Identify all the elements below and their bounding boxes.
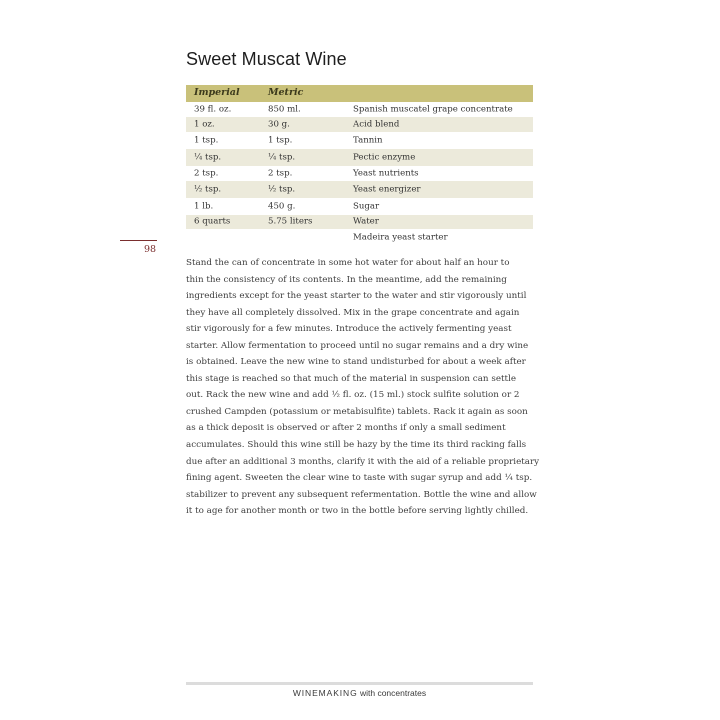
cell-imperial: 1 tsp. bbox=[194, 135, 219, 146]
table-row bbox=[186, 102, 533, 117]
body-line: accumulates. Should this wine still be hazy by the time its third racking falls bbox=[186, 440, 527, 451]
cell-imperial: 6 quarts bbox=[194, 216, 231, 227]
body-line: is obtained. Leave the new wine to stand undisturbed for about a week after bbox=[186, 357, 526, 368]
body-line: stabilizer to prevent any subsequent refermentation. Bottle the wine and allow bbox=[186, 489, 537, 500]
cell-ingredient: Madeira yeast starter bbox=[353, 232, 448, 243]
instructions-text bbox=[186, 255, 540, 520]
recipe-title: Sweet Muscat Wine bbox=[186, 49, 347, 69]
table-row bbox=[186, 215, 533, 229]
body-line: it to age for another month or two in the bottle before serving lightly chilled. bbox=[186, 506, 529, 517]
cell-ingredient: Pectic enzyme bbox=[353, 152, 416, 163]
cell-metric: 1 tsp. bbox=[268, 135, 293, 146]
body-line: thin the consistency of its contents. In the meantime, add the remaining bbox=[186, 274, 507, 285]
cell-ingredient: Tannin bbox=[353, 135, 383, 146]
table-row bbox=[186, 117, 533, 132]
cell-ingredient: Yeast nutrients bbox=[353, 168, 419, 179]
cell-metric: ¼ tsp. bbox=[268, 152, 296, 163]
body-line: Stand the can of concentrate in some hot water for about half an hour to bbox=[186, 258, 510, 268]
body-line: fining agent. Sweeten the clear wine to taste with sugar syrup and add ¼ tsp. bbox=[186, 473, 533, 484]
body-line: ingredients except for the yeast starter to the water and stir vigorously until bbox=[186, 291, 527, 302]
cell-imperial: ½ tsp. bbox=[194, 184, 222, 195]
page-number: 98 bbox=[144, 244, 157, 255]
table-row bbox=[186, 198, 533, 215]
body-line: as a thick deposit is observed or after 2 months if only a small sediment bbox=[186, 423, 506, 434]
cell-ingredient: Yeast energizer bbox=[353, 184, 421, 195]
page-number-rule bbox=[120, 240, 157, 241]
table-header bbox=[186, 85, 533, 102]
table-row bbox=[186, 149, 533, 166]
cell-imperial: 39 fl. oz. bbox=[194, 104, 232, 115]
cell-ingredient: Sugar bbox=[353, 201, 380, 212]
cell-imperial: ¼ tsp. bbox=[194, 152, 222, 163]
body-line: this stage is reached so that much of the material in suspension can settle bbox=[186, 373, 517, 384]
table-row bbox=[186, 181, 533, 198]
cell-metric: 850 ml. bbox=[268, 104, 301, 115]
body-line: out. Rack the new wine and add ½ fl. oz. (15 ml.) stock sulfite solution or 2 bbox=[186, 390, 520, 401]
header-metric: Metric bbox=[268, 87, 304, 98]
cell-metric: 5.75 liters bbox=[268, 216, 313, 227]
cell-imperial: 1 lb. bbox=[194, 201, 214, 212]
body-line: crushed Campden (potassium or metabisulfite) tablets. Rack it again as soon bbox=[186, 406, 528, 417]
body-line: stir vigorously for a few minutes. Introduce the actively fermenting yeast bbox=[186, 324, 512, 335]
table-row bbox=[186, 229, 533, 246]
cell-imperial: 1 oz. bbox=[194, 119, 215, 130]
cell-metric: 2 tsp. bbox=[268, 168, 293, 179]
cell-ingredient: Spanish muscatel grape concentrate bbox=[353, 104, 513, 115]
table-body bbox=[186, 102, 533, 246]
table-row bbox=[186, 132, 533, 149]
cell-metric: ½ tsp. bbox=[268, 184, 296, 195]
footer-rest: with concentrates bbox=[359, 688, 427, 698]
cell-metric: 450 g. bbox=[268, 201, 296, 212]
body-line: they have all completely dissolved. Mix in the grape concentrate and again bbox=[186, 307, 520, 318]
cell-imperial: 2 tsp. bbox=[194, 168, 219, 179]
table-row bbox=[186, 166, 533, 181]
footer-bar bbox=[186, 682, 533, 685]
cell-ingredient: Water bbox=[353, 216, 379, 227]
ingredients-table bbox=[186, 85, 533, 246]
body-line: due after an additional 3 months, clarify it with the aid of a reliable proprietary bbox=[186, 456, 540, 467]
cell-ingredient: Acid blend bbox=[353, 119, 400, 130]
header-imperial: Imperial bbox=[194, 87, 240, 98]
body-line: starter. Allow fermentation to proceed until no sugar remains and a dry wine bbox=[186, 340, 529, 351]
running-footer bbox=[186, 688, 533, 698]
cell-metric: 30 g. bbox=[268, 119, 290, 130]
footer-caps: WINEMAKING bbox=[292, 688, 358, 698]
